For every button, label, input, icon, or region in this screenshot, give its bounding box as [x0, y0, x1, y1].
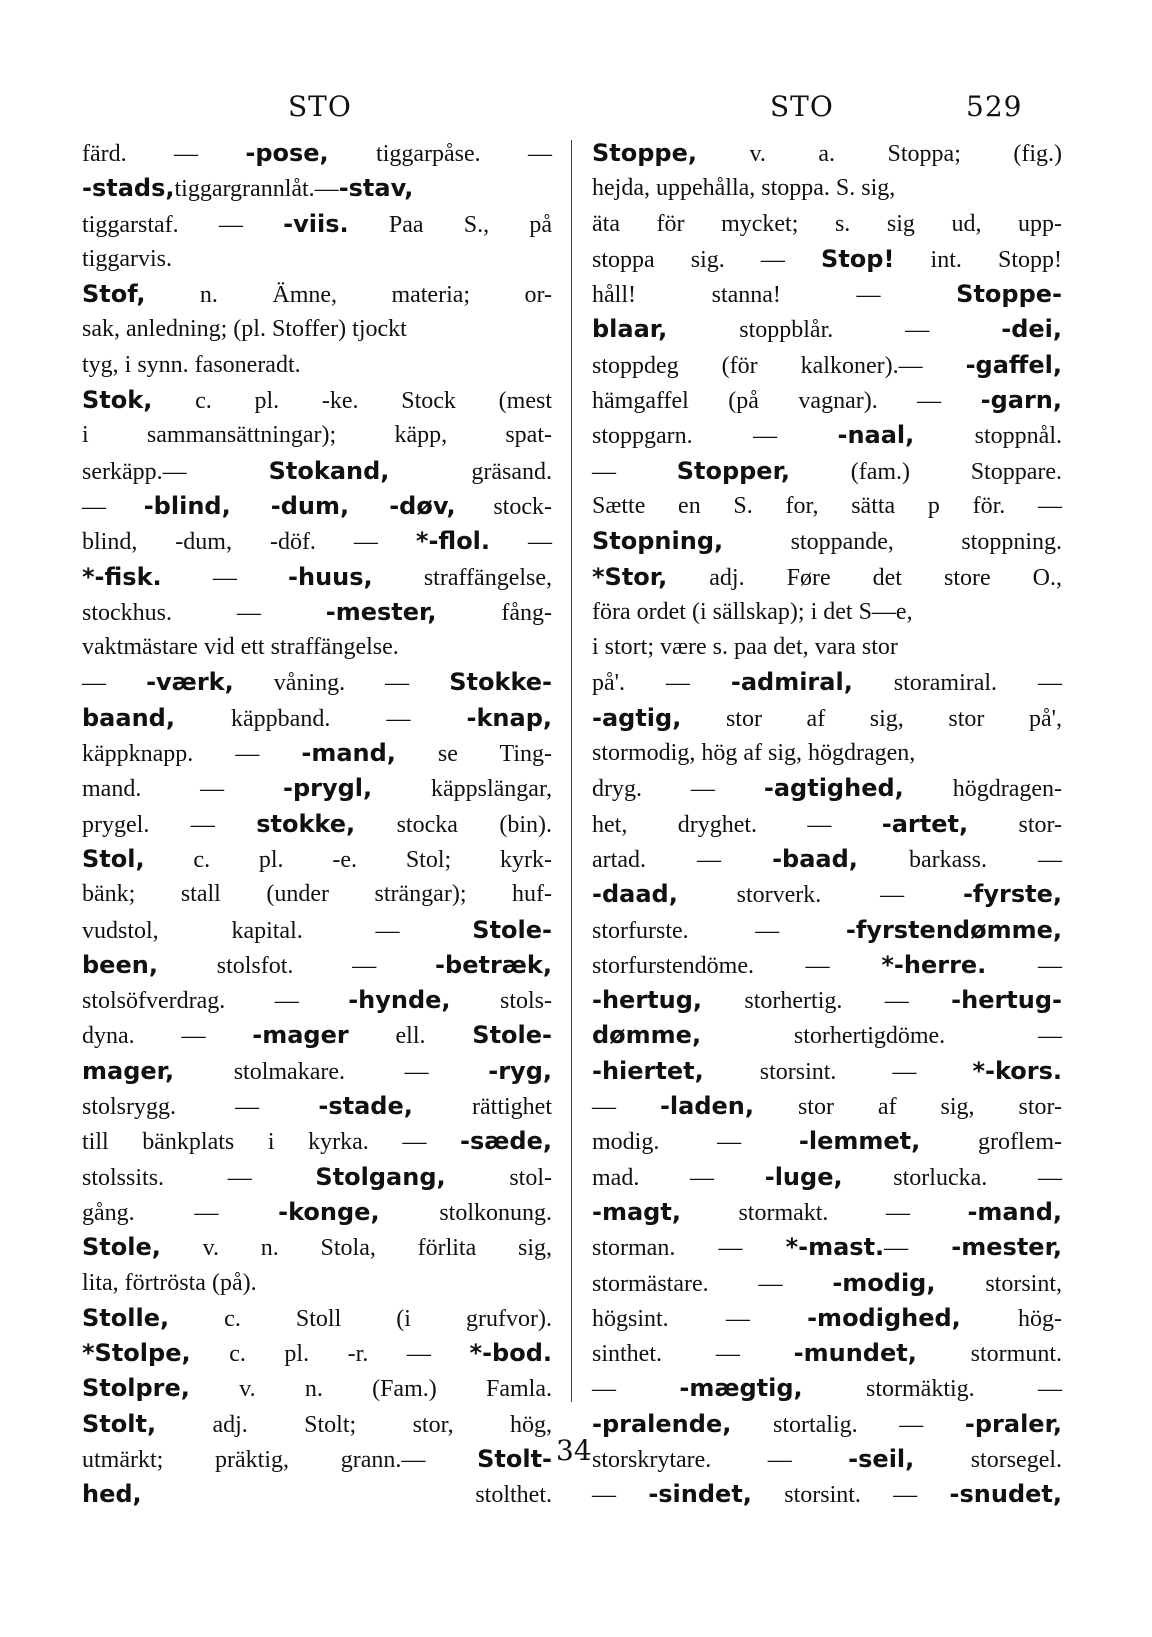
headword: -magt, — [592, 1197, 681, 1226]
entry-text: hejda, uppehålla, stoppa. S. sig, — [592, 175, 896, 202]
entry-text: i stort; være s. paa det, vara stor — [592, 634, 898, 661]
headword: -knap, — [466, 703, 552, 732]
dictionary-line — [82, 242, 552, 277]
headword: Stole- — [472, 915, 552, 944]
entry-text: stockhus. — — [82, 599, 326, 626]
entry-text: — — [592, 1094, 660, 1121]
dictionary-line — [592, 1266, 1062, 1301]
entry-text: till bänkplats i kyrka. — — [82, 1129, 461, 1156]
dictionary-line — [592, 524, 1062, 559]
dictionary-line — [592, 1371, 1062, 1406]
headword: -stade, — [318, 1092, 413, 1121]
entry-text: stoppblår. — — [667, 317, 1002, 344]
entry-text: lita, förtrösta (på). — [82, 1269, 257, 1296]
entry-text: högdragen- — [903, 776, 1062, 803]
entry-text: — — [986, 952, 1063, 979]
dictionary-line — [82, 207, 552, 242]
entry-text: stoppgarn. — — [592, 423, 838, 450]
running-head-left: STO — [288, 90, 352, 123]
entry-text: stor af sig, stor på', — [681, 705, 1062, 732]
signature-mark: 34 — [556, 1434, 592, 1467]
entry-text: — — [82, 493, 144, 520]
entry-text: stoppdeg (för kalkoner).— — [592, 352, 966, 379]
entry-text: sinthet. — — [592, 1341, 794, 1368]
entry-text: — — [884, 1235, 952, 1262]
dictionary-line — [82, 1195, 552, 1230]
dictionary-line — [592, 207, 1062, 242]
dictionary-line — [592, 1230, 1062, 1265]
entry-text: prygel. — — [82, 811, 257, 838]
headword: -laden, — [659, 1092, 755, 1121]
dictionary-line — [592, 383, 1062, 418]
entry-text: storman. — — [592, 1235, 786, 1262]
entry-text: stolthet. — [141, 1482, 552, 1509]
entry-text: stormakt. — — [680, 1199, 968, 1226]
dictionary-line — [82, 842, 552, 877]
dictionary-line — [82, 136, 552, 171]
dictionary-line — [592, 312, 1062, 347]
dictionary-line — [82, 312, 552, 347]
entry-text: stocka (bin). — [355, 811, 553, 838]
headword: -mand, — [301, 739, 396, 768]
entry-text: v. a. Stoppa; (fig.) — [697, 141, 1062, 167]
entry-text: adj. Stolt; stor, hög, — [156, 1411, 552, 1438]
entry-text: stol- — [445, 1164, 552, 1191]
headword: *-flol. — [415, 527, 491, 556]
entry-text: stoppa sig. — — [592, 246, 822, 273]
headword: -artet, — [881, 809, 969, 838]
headword: blaar, — [592, 315, 668, 344]
dictionary-line — [592, 348, 1062, 383]
headword: -ryg, — [488, 1056, 552, 1085]
entry-text: stols- — [450, 988, 552, 1015]
dictionary-line — [82, 877, 552, 912]
headword: *Stolpe, — [82, 1339, 191, 1368]
entry-text: stock- — [455, 493, 552, 520]
entry-text: adj. Føre det store O., — [667, 564, 1062, 591]
entry-text: v. n. Stola, förlita sig, — [160, 1235, 552, 1262]
dictionary-line — [592, 418, 1062, 453]
headword: -modighed, — [807, 1303, 961, 1332]
entry-text: c. pl. -r. — — [190, 1341, 470, 1368]
dictionary-line — [82, 736, 552, 771]
dictionary-line — [82, 1301, 552, 1336]
headword: -agtighed, — [763, 774, 904, 803]
entry-text: storsegel. — [914, 1446, 1063, 1473]
entry-text: stolsrygg. — — [82, 1094, 319, 1121]
dictionary-line — [592, 842, 1062, 877]
entry-text: — — [592, 1376, 680, 1403]
headword: -huus, — [288, 562, 373, 591]
headword: -garn, — [980, 386, 1062, 415]
headword: *-herre. — [881, 950, 987, 979]
entry-text: ell. — [348, 1023, 473, 1050]
dictionary-line — [592, 277, 1062, 312]
dictionary-line — [592, 1054, 1062, 1089]
dictionary-line — [82, 1477, 552, 1512]
dictionary-line — [82, 1442, 552, 1477]
entry-text: våning. — — [233, 670, 450, 697]
dictionary-line — [82, 171, 552, 206]
dictionary-line — [82, 807, 552, 842]
entry-text: storamiral. — — [852, 670, 1062, 697]
entry-text: het, dryghet. — — [592, 811, 882, 838]
headword: -betræk, — [435, 950, 552, 979]
headword: -naal, — [837, 421, 915, 450]
headword: Stolgang, — [315, 1162, 446, 1191]
dictionary-line — [82, 489, 552, 524]
headword: Stopper, — [676, 456, 791, 485]
headword: Stokand, — [268, 456, 390, 485]
headword: Stole- — [472, 1021, 552, 1050]
entry-text: bänk; stall (under strängar); huf- — [82, 881, 552, 908]
entry-text: n. Ämne, materia; or- — [145, 282, 552, 309]
entry-text: fång- — [436, 599, 553, 626]
entry-text: tiggarvis. — [82, 245, 172, 272]
dictionary-line — [592, 1442, 1062, 1477]
headword: Stole, — [82, 1233, 161, 1262]
dictionary-line — [82, 665, 552, 700]
dictionary-line — [592, 736, 1062, 771]
entry-text: mand. — — [82, 776, 283, 803]
headword: -dei, — [1001, 315, 1062, 344]
dictionary-line — [592, 171, 1062, 206]
headword: Stok, — [82, 386, 153, 415]
dictionary-line — [82, 1124, 552, 1159]
dictionary-line — [592, 1018, 1062, 1053]
dictionary-line — [592, 630, 1062, 665]
headword: -modig, — [832, 1268, 936, 1297]
headword: *-mast. — [785, 1233, 885, 1262]
headword: -hynde, — [348, 986, 451, 1015]
dictionary-line — [82, 913, 552, 948]
entry-text: stolsfot. — — [157, 952, 436, 979]
headword: -mand, — [967, 1197, 1062, 1226]
entry-text: barkass. — — [857, 846, 1062, 873]
dictionary-line — [82, 595, 552, 630]
entry-text: vaktmästare vid ett straffängelse. — [82, 634, 399, 661]
entry-text: stoppnål. — [914, 423, 1063, 450]
headword: Stof, — [82, 280, 146, 309]
headword: stokke, — [256, 809, 356, 838]
headword: baand, — [82, 703, 175, 732]
headword: -sindet, — [648, 1480, 752, 1509]
entry-text: stolssits. — — [82, 1164, 316, 1191]
headword: -hiertet, — [592, 1056, 704, 1085]
entry-text: rättighet — [412, 1094, 552, 1121]
entry-text: käppknapp. — — [82, 741, 302, 768]
dictionary-line — [592, 489, 1062, 524]
headword: -prygl, — [283, 774, 373, 803]
entry-text: stortalig. — — [731, 1411, 965, 1438]
headword: -hertug- — [951, 986, 1062, 1015]
headword: -sæde, — [460, 1127, 552, 1156]
dictionary-line — [592, 1407, 1062, 1442]
entry-text: storfurste. — — [592, 917, 846, 944]
dictionary-line — [592, 1336, 1062, 1371]
running-head-right: STO — [770, 90, 834, 123]
headword: -konge, — [278, 1197, 380, 1226]
entry-text: stormäktig. — — [802, 1376, 1063, 1403]
dictionary-line — [82, 383, 552, 418]
headword: -praler, — [964, 1409, 1062, 1438]
headword: -baad, — [772, 844, 858, 873]
headword: been, — [82, 950, 158, 979]
headword: -værk, — [146, 668, 234, 697]
dictionary-line — [592, 877, 1062, 912]
dictionary-line — [82, 1407, 552, 1442]
entry-text: tiggarstaf. — — [82, 211, 284, 238]
headword: -hertug, — [592, 986, 703, 1015]
dictionary-line — [592, 948, 1062, 983]
entry-text: färd. — — [82, 141, 246, 167]
headword: Stol, — [82, 844, 145, 873]
dictionary-line — [592, 913, 1062, 948]
entry-text: modig. — — [592, 1129, 799, 1156]
dictionary-line — [82, 560, 552, 595]
entry-text: storlucka. — — [842, 1164, 1062, 1191]
column-divider — [571, 140, 572, 1402]
dictionary-line — [82, 1054, 552, 1089]
headword: *Stor, — [592, 562, 668, 591]
left-column — [82, 136, 552, 1513]
entry-text: föra ordet (i sällskap); i det S—e, — [592, 598, 913, 625]
entry-text: dyna. — — [82, 1023, 253, 1050]
entry-text: se Ting- — [395, 741, 552, 768]
entry-text: äta för mycket; s. sig ud, upp- — [592, 210, 1062, 237]
entry-text: — — [592, 1482, 649, 1509]
entry-text: hög- — [960, 1305, 1062, 1332]
headword: -blind, -dum, -døv, — [143, 491, 456, 520]
entry-text: (fam.) Stoppare. — [790, 458, 1063, 485]
dictionary-line — [592, 454, 1062, 489]
entry-text: c. pl. -e. Stol; kyrk- — [144, 846, 552, 873]
entry-text: stormästare. — — [592, 1270, 833, 1297]
dictionary-line — [82, 1160, 552, 1195]
right-column — [592, 136, 1062, 1513]
entry-text: dryg. — — [592, 776, 764, 803]
headword: Stolt, — [82, 1409, 157, 1438]
entry-text: stormunt. — [916, 1341, 1063, 1368]
headword: -snudet, — [949, 1480, 1062, 1509]
headword: -mundet, — [793, 1339, 917, 1368]
dictionary-line — [592, 1301, 1062, 1336]
dictionary-line — [82, 524, 552, 559]
dictionary-line — [82, 1230, 552, 1265]
entry-text: stor af sig, stor- — [754, 1094, 1063, 1121]
headword: -mægtig, — [679, 1374, 803, 1403]
dictionary-line — [592, 1477, 1062, 1512]
dictionary-line — [82, 277, 552, 312]
entry-text: gång. — — [82, 1199, 279, 1226]
entry-text: int. Stopp! — [894, 246, 1063, 273]
dictionary-line — [592, 136, 1062, 171]
entry-text: stoppande, stoppning. — [723, 529, 1062, 556]
entry-text: hämgaffel (på vagnar). — — [592, 388, 981, 415]
dictionary-line — [82, 771, 552, 806]
headword: -admiral, — [730, 668, 853, 697]
entry-text: utmärkt; präktig, grann.— — [82, 1446, 478, 1473]
headword: *-fisk. — [82, 562, 162, 591]
headword: Stop! — [821, 244, 895, 273]
entry-text: tiggarpåse. — — [328, 141, 553, 167]
headword: -pralende, — [592, 1409, 732, 1438]
dictionary-line — [82, 454, 552, 489]
entry-text: artad. — — [592, 846, 773, 873]
dictionary-line — [82, 418, 552, 453]
entry-text: vudstol, kapital. — — [82, 917, 473, 944]
entry-text: v. n. (Fam.) Famla. — [189, 1376, 552, 1403]
dictionary-line — [592, 242, 1062, 277]
headword: -luge, — [764, 1162, 843, 1191]
entry-text: storhertig. — — [702, 988, 952, 1015]
headword: Stolle, — [82, 1303, 170, 1332]
entry-text: stolsöfverdrag. — — [82, 988, 349, 1015]
headword: -daad, — [592, 880, 678, 909]
headword: -lemmet, — [798, 1127, 921, 1156]
entry-text: storsint. — — [703, 1058, 973, 1085]
dictionary-line — [592, 807, 1062, 842]
dictionary-line — [592, 701, 1062, 736]
dictionary-line — [592, 1089, 1062, 1124]
entry-text: Sætte en S. for, sätta p för. — — [592, 492, 1062, 519]
dictionary-line — [592, 983, 1062, 1018]
dictionary-line — [592, 560, 1062, 595]
entry-text: håll! stanna! — — [592, 282, 957, 309]
headword: Stolt- — [477, 1444, 552, 1473]
entry-text: sak, anledning; (pl. Stoffer) tjockt — [82, 316, 407, 343]
entry-text: tiggargrannlåt.— — [174, 176, 339, 203]
headword: Stoppe, — [592, 139, 697, 167]
entry-text: storhertigdöme. — — [701, 1023, 1062, 1050]
entry-text: tyg, i synn. fasoneradt. — [82, 351, 301, 378]
dictionary-line — [592, 595, 1062, 630]
headword: -mester, — [951, 1233, 1062, 1262]
headword: -fyrstendømme, — [845, 915, 1062, 944]
dictionary-line — [592, 1195, 1062, 1230]
dictionary-line — [592, 1160, 1062, 1195]
dictionary-line — [82, 348, 552, 383]
entry-text: käppband. — — [174, 705, 467, 732]
headword: *-kors. — [972, 1056, 1062, 1085]
headword: -stads, — [82, 174, 175, 203]
entry-text: storskrytare. — — [592, 1446, 849, 1473]
entry-text: blind, -dum, -döf. — — [82, 529, 416, 556]
dictionary-line — [82, 630, 552, 665]
headword: -seil, — [848, 1444, 915, 1473]
entry-text: stolmakare. — — [174, 1058, 489, 1085]
headword: Stolpre, — [82, 1374, 190, 1403]
dictionary-line — [592, 1124, 1062, 1159]
entry-text: högsint. — — [592, 1305, 808, 1332]
entry-text: — — [161, 564, 289, 591]
entry-text: storsint, — [935, 1270, 1062, 1297]
headword: Stopning, — [592, 527, 724, 556]
entry-text: — — [82, 670, 147, 697]
entry-text: straffängelse, — [372, 564, 553, 591]
dictionary-line — [82, 983, 552, 1018]
entry-text: c. Stoll (i grufvor). — [169, 1305, 552, 1332]
headword: mager, — [82, 1056, 175, 1085]
entry-text: storfurstendöme. — — [592, 952, 882, 979]
dictionary-line — [592, 665, 1062, 700]
entry-text: storverk. — — [677, 882, 963, 909]
dictionary-line — [82, 1018, 552, 1053]
entry-text: — — [592, 458, 677, 485]
entry-text: i sammansättningar); käpp, spat- — [82, 422, 552, 449]
dictionary-line — [82, 1336, 552, 1371]
entry-text: käppslängar, — [372, 776, 552, 803]
entry-text: groflem- — [920, 1129, 1062, 1156]
headword: *-bod. — [469, 1339, 552, 1368]
headword: -mester, — [325, 597, 437, 626]
entry-text: mad. — — [592, 1164, 765, 1191]
dictionary-line — [82, 1266, 552, 1301]
headword: -fyrste, — [962, 880, 1062, 909]
entry-text: c. pl. -ke. Stock (mest — [152, 388, 552, 415]
page-number: 529 — [966, 90, 1023, 123]
entry-text: stor- — [968, 811, 1062, 838]
headword: Stoppe- — [956, 280, 1062, 309]
headword: -viis. — [283, 209, 349, 238]
dictionary-line — [592, 771, 1062, 806]
entry-text: gräsand. — [389, 458, 553, 485]
entry-text: på'. — — [592, 670, 731, 697]
entry-text: Paa S., på — [348, 211, 553, 238]
dictionary-line — [82, 1089, 552, 1124]
dictionary-line — [82, 701, 552, 736]
headword: -mager — [252, 1021, 349, 1050]
dictionary-line — [82, 1371, 552, 1406]
entry-text: serkäpp.— — [82, 458, 269, 485]
headword: hed, — [82, 1480, 142, 1509]
dictionary-line — [82, 948, 552, 983]
entry-text: — — [490, 529, 553, 556]
entry-text: stolkonung. — [379, 1199, 552, 1226]
headword: -pose, — [245, 139, 329, 167]
entry-text: stormodig, hög af sig, högdragen, — [592, 740, 916, 767]
headword: -gaffel, — [965, 350, 1062, 379]
entry-text: storsint. — — [751, 1482, 950, 1509]
headword: Stokke- — [449, 668, 552, 697]
headword: -agtig, — [592, 703, 682, 732]
headword: -stav, — [338, 174, 414, 203]
headword: dømme, — [592, 1021, 702, 1050]
